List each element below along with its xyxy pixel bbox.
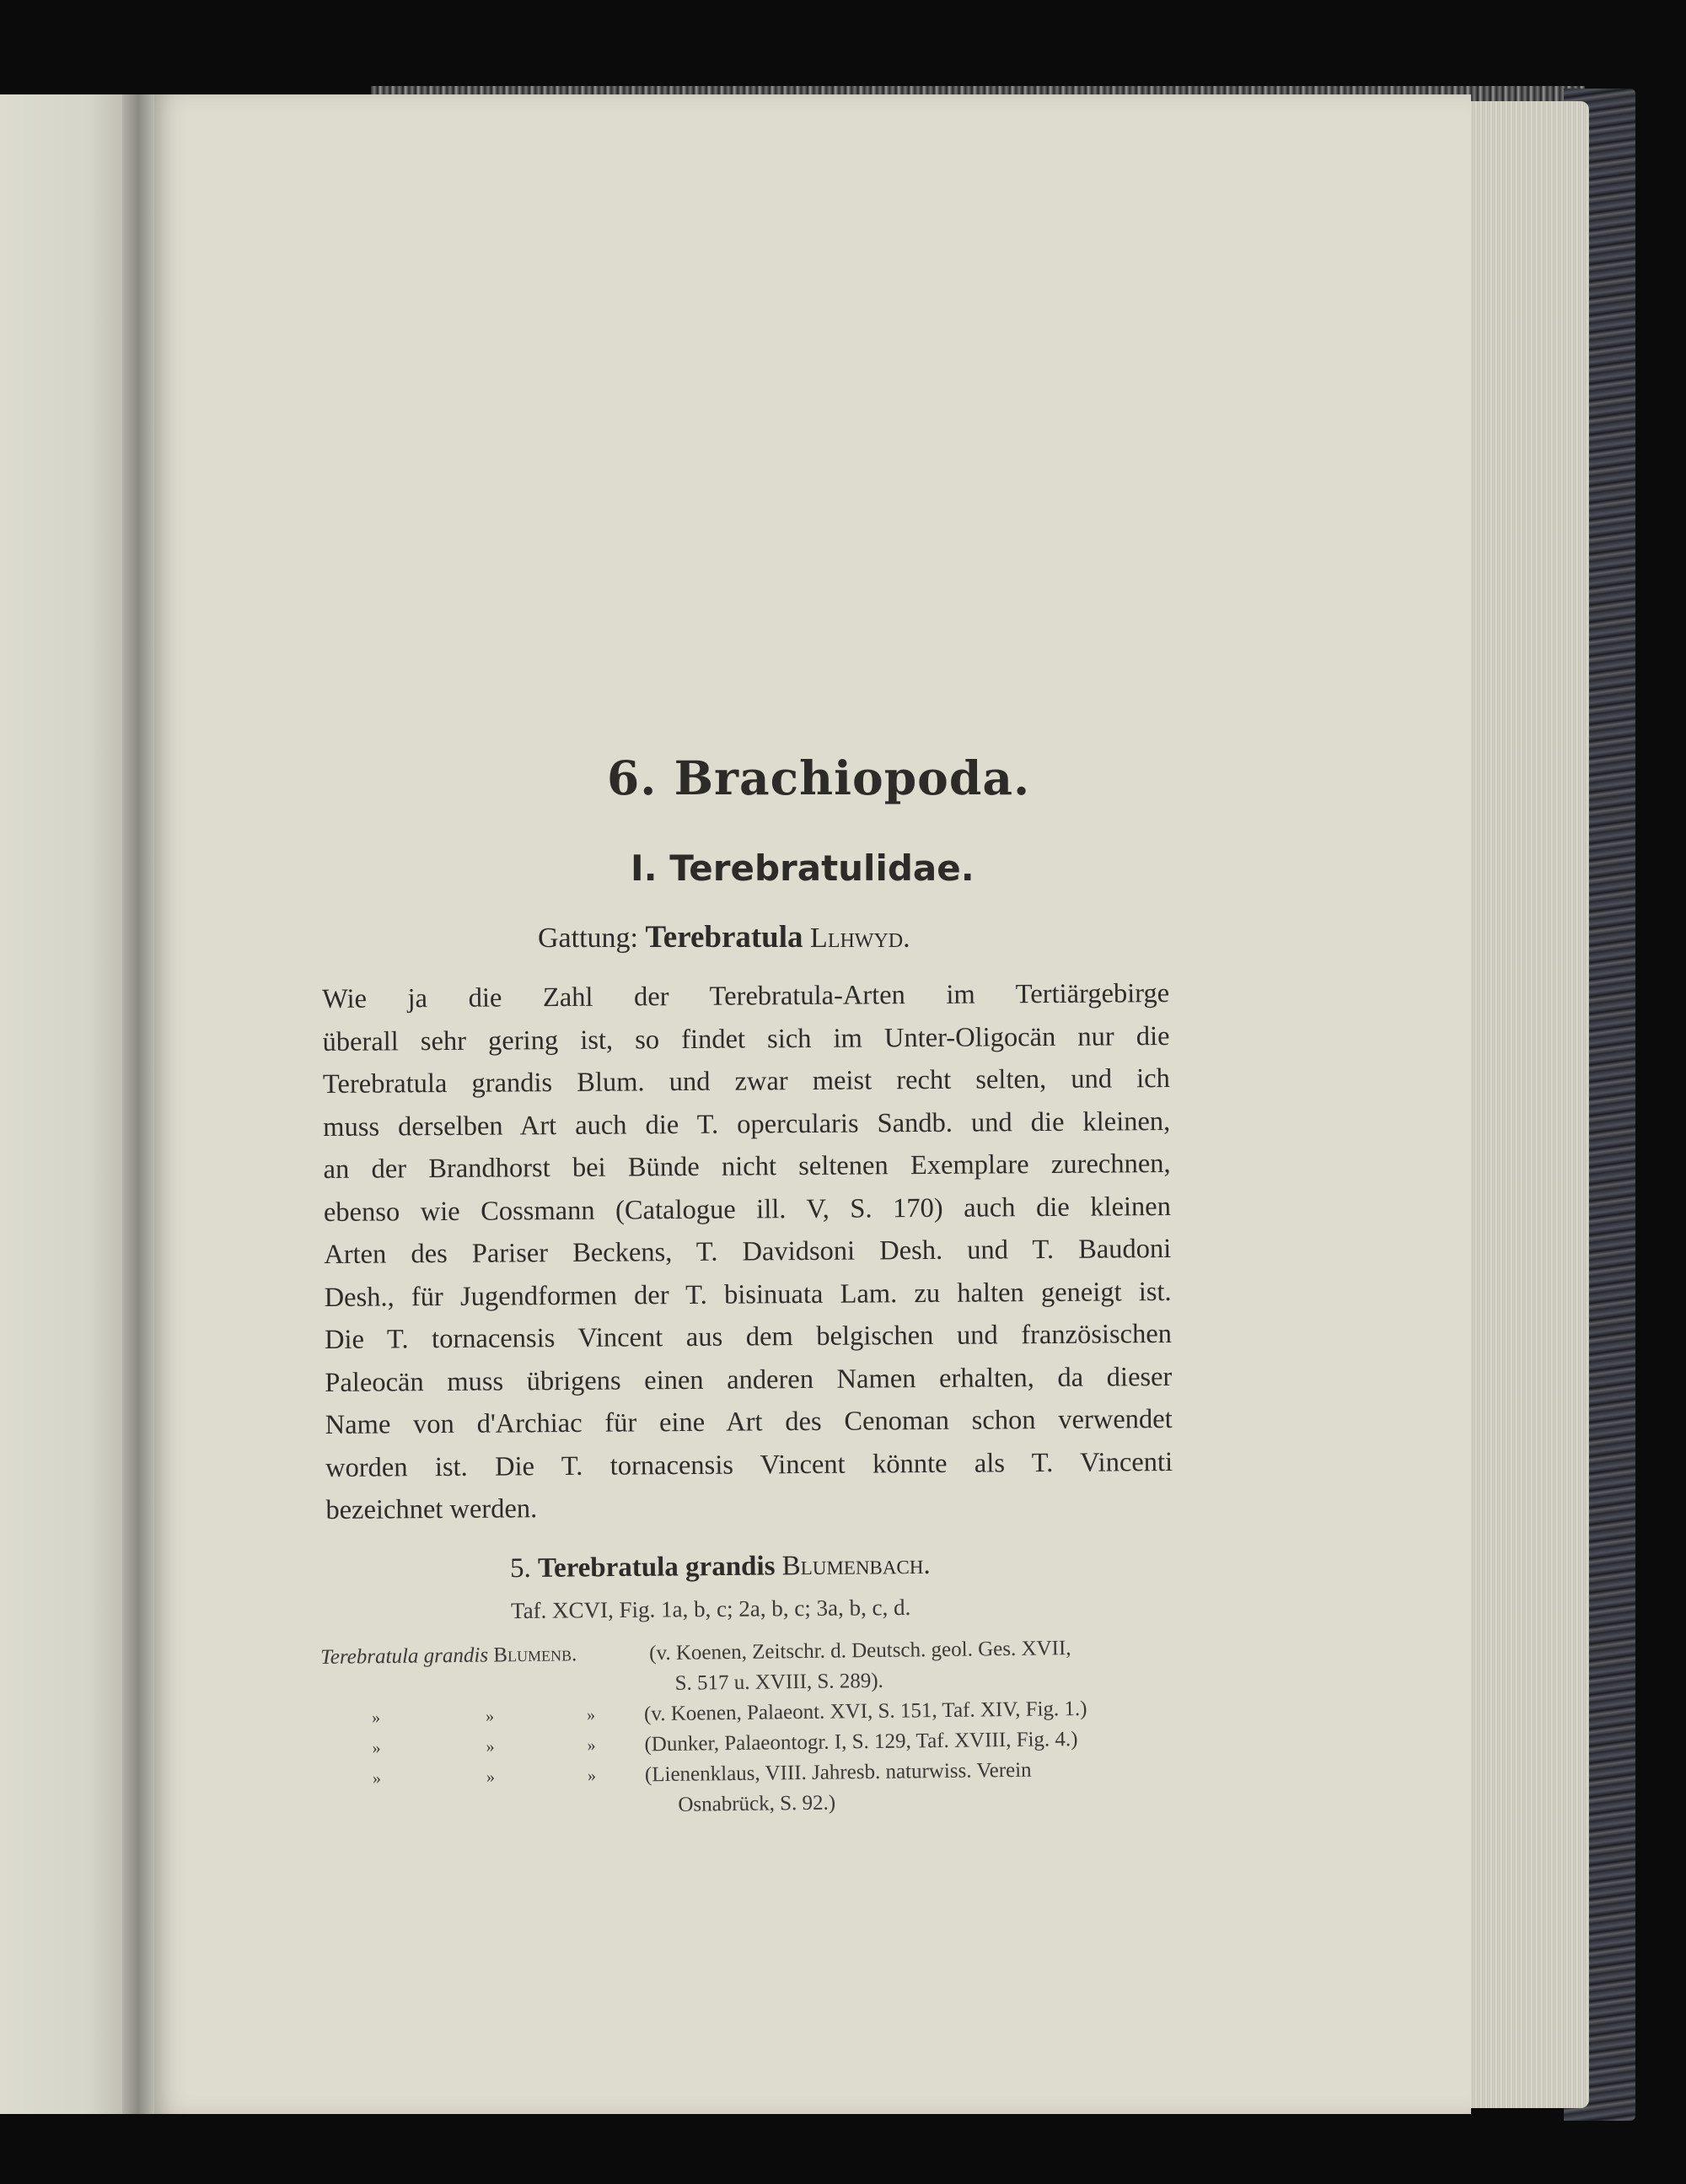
ditto-mark: » xyxy=(372,1769,382,1789)
body-paragraph xyxy=(322,972,1173,1532)
ditto-mark: » xyxy=(587,1767,597,1786)
synonym-citation-continued: S. 517 u. XVIII, S. 289). xyxy=(674,1669,883,1695)
species-heading xyxy=(510,1550,931,1584)
species-author: Blumenbach. xyxy=(781,1549,931,1582)
synonym-citation-continued: Osnabrück, S. 92.) xyxy=(678,1791,836,1816)
paragraph-line: Terebratula grandis Blum. und zwar meist recht selten, und ich xyxy=(322,1062,1170,1100)
species-name: Terebratula grandis xyxy=(537,1551,776,1584)
ditto-mark: » xyxy=(485,1707,495,1726)
synonym-author: Blumenb. xyxy=(493,1643,577,1667)
paragraph-line: an der Brandhorst bei Bünde nicht seltenen Exemplare zurechnen, xyxy=(323,1148,1171,1185)
genus-author: Llhwyd. xyxy=(810,923,910,954)
ditto-mark: » xyxy=(586,1706,596,1725)
paragraph-line: worden ist. Die T. tornacensis Vincent könnte als T. Vincenti xyxy=(325,1446,1173,1483)
synonym-name: Terebratula grandis Blumenb. xyxy=(320,1643,577,1669)
page-stack-edges xyxy=(1463,101,1589,2108)
ditto-mark: » xyxy=(587,1736,596,1756)
paragraph-line: überall sehr gering ist, so findet sich im Unter-Oligocän nur die xyxy=(322,1020,1170,1057)
paragraph-line: ebenso wie Cossmann (Catalogue ill. V, S. 170) auch die kleinen xyxy=(323,1191,1172,1228)
synonym-citation: (Lienenklaus, VIII. Jahresb. naturwiss. Verein xyxy=(644,1758,1032,1787)
synonym-citation: (Dunker, Palaeontogr. I, S. 129, Taf. XVIII, Fig. 4.) xyxy=(644,1728,1078,1756)
ditto-mark: » xyxy=(372,1739,381,1758)
genus-prefix: Gattung: xyxy=(538,923,638,954)
ditto-mark: » xyxy=(486,1767,496,1787)
paragraph-line: Die T. tornacensis Vincent aus dem belgischen und französischen xyxy=(324,1318,1173,1355)
ditto-mark: » xyxy=(371,1708,381,1728)
species-number: 5. xyxy=(509,1552,531,1584)
paragraph-line: Paleocän muss übrigens einen anderen Namen erhalten, da dieser xyxy=(325,1361,1173,1398)
synonym-citation: (v. Koenen, Palaeont. XVI, S. 151, Taf. XIV, Fig. 1.) xyxy=(643,1697,1087,1726)
genus-line xyxy=(538,919,910,955)
book-gutter xyxy=(122,94,158,2114)
section-title: 6. Brachiopoda. xyxy=(607,750,1031,805)
paragraph-line: Wie ja die Zahl der Terebratula-Arten im Tertiärgebirge xyxy=(322,977,1170,1014)
paragraph-line: Arten des Pariser Beckens, T. Davidsoni Desh. und T. Baudoni xyxy=(324,1233,1172,1270)
paragraph-line: Desh., für Jugendformen der T. bisinuata Lam. zu halten geneigt ist. xyxy=(324,1276,1172,1313)
paragraph-line: Name von d'Archiac für eine Art des Cenoman schon verwendet xyxy=(325,1403,1173,1440)
synonymy-list xyxy=(320,1632,1200,1825)
paragraph-line: muss derselben Art auch die T. opercularis Sandb. und die kleinen, xyxy=(323,1105,1171,1143)
paragraph-line: bezeichnet werden. xyxy=(325,1493,538,1525)
genus-name: Terebratula xyxy=(645,920,803,955)
ditto-mark: » xyxy=(486,1737,495,1756)
plate-reference: Taf. XCVI, Fig. 1a, b, c; 2a, b, c; 3a, b, c, d. xyxy=(510,1594,911,1624)
left-page-fragment xyxy=(0,94,126,2114)
family-title: I. Terebratulidae. xyxy=(631,847,975,889)
synonym-citation: (v. Koenen, Zeitschr. d. Deutsch. geol. Ges. XVII, xyxy=(649,1637,1071,1665)
